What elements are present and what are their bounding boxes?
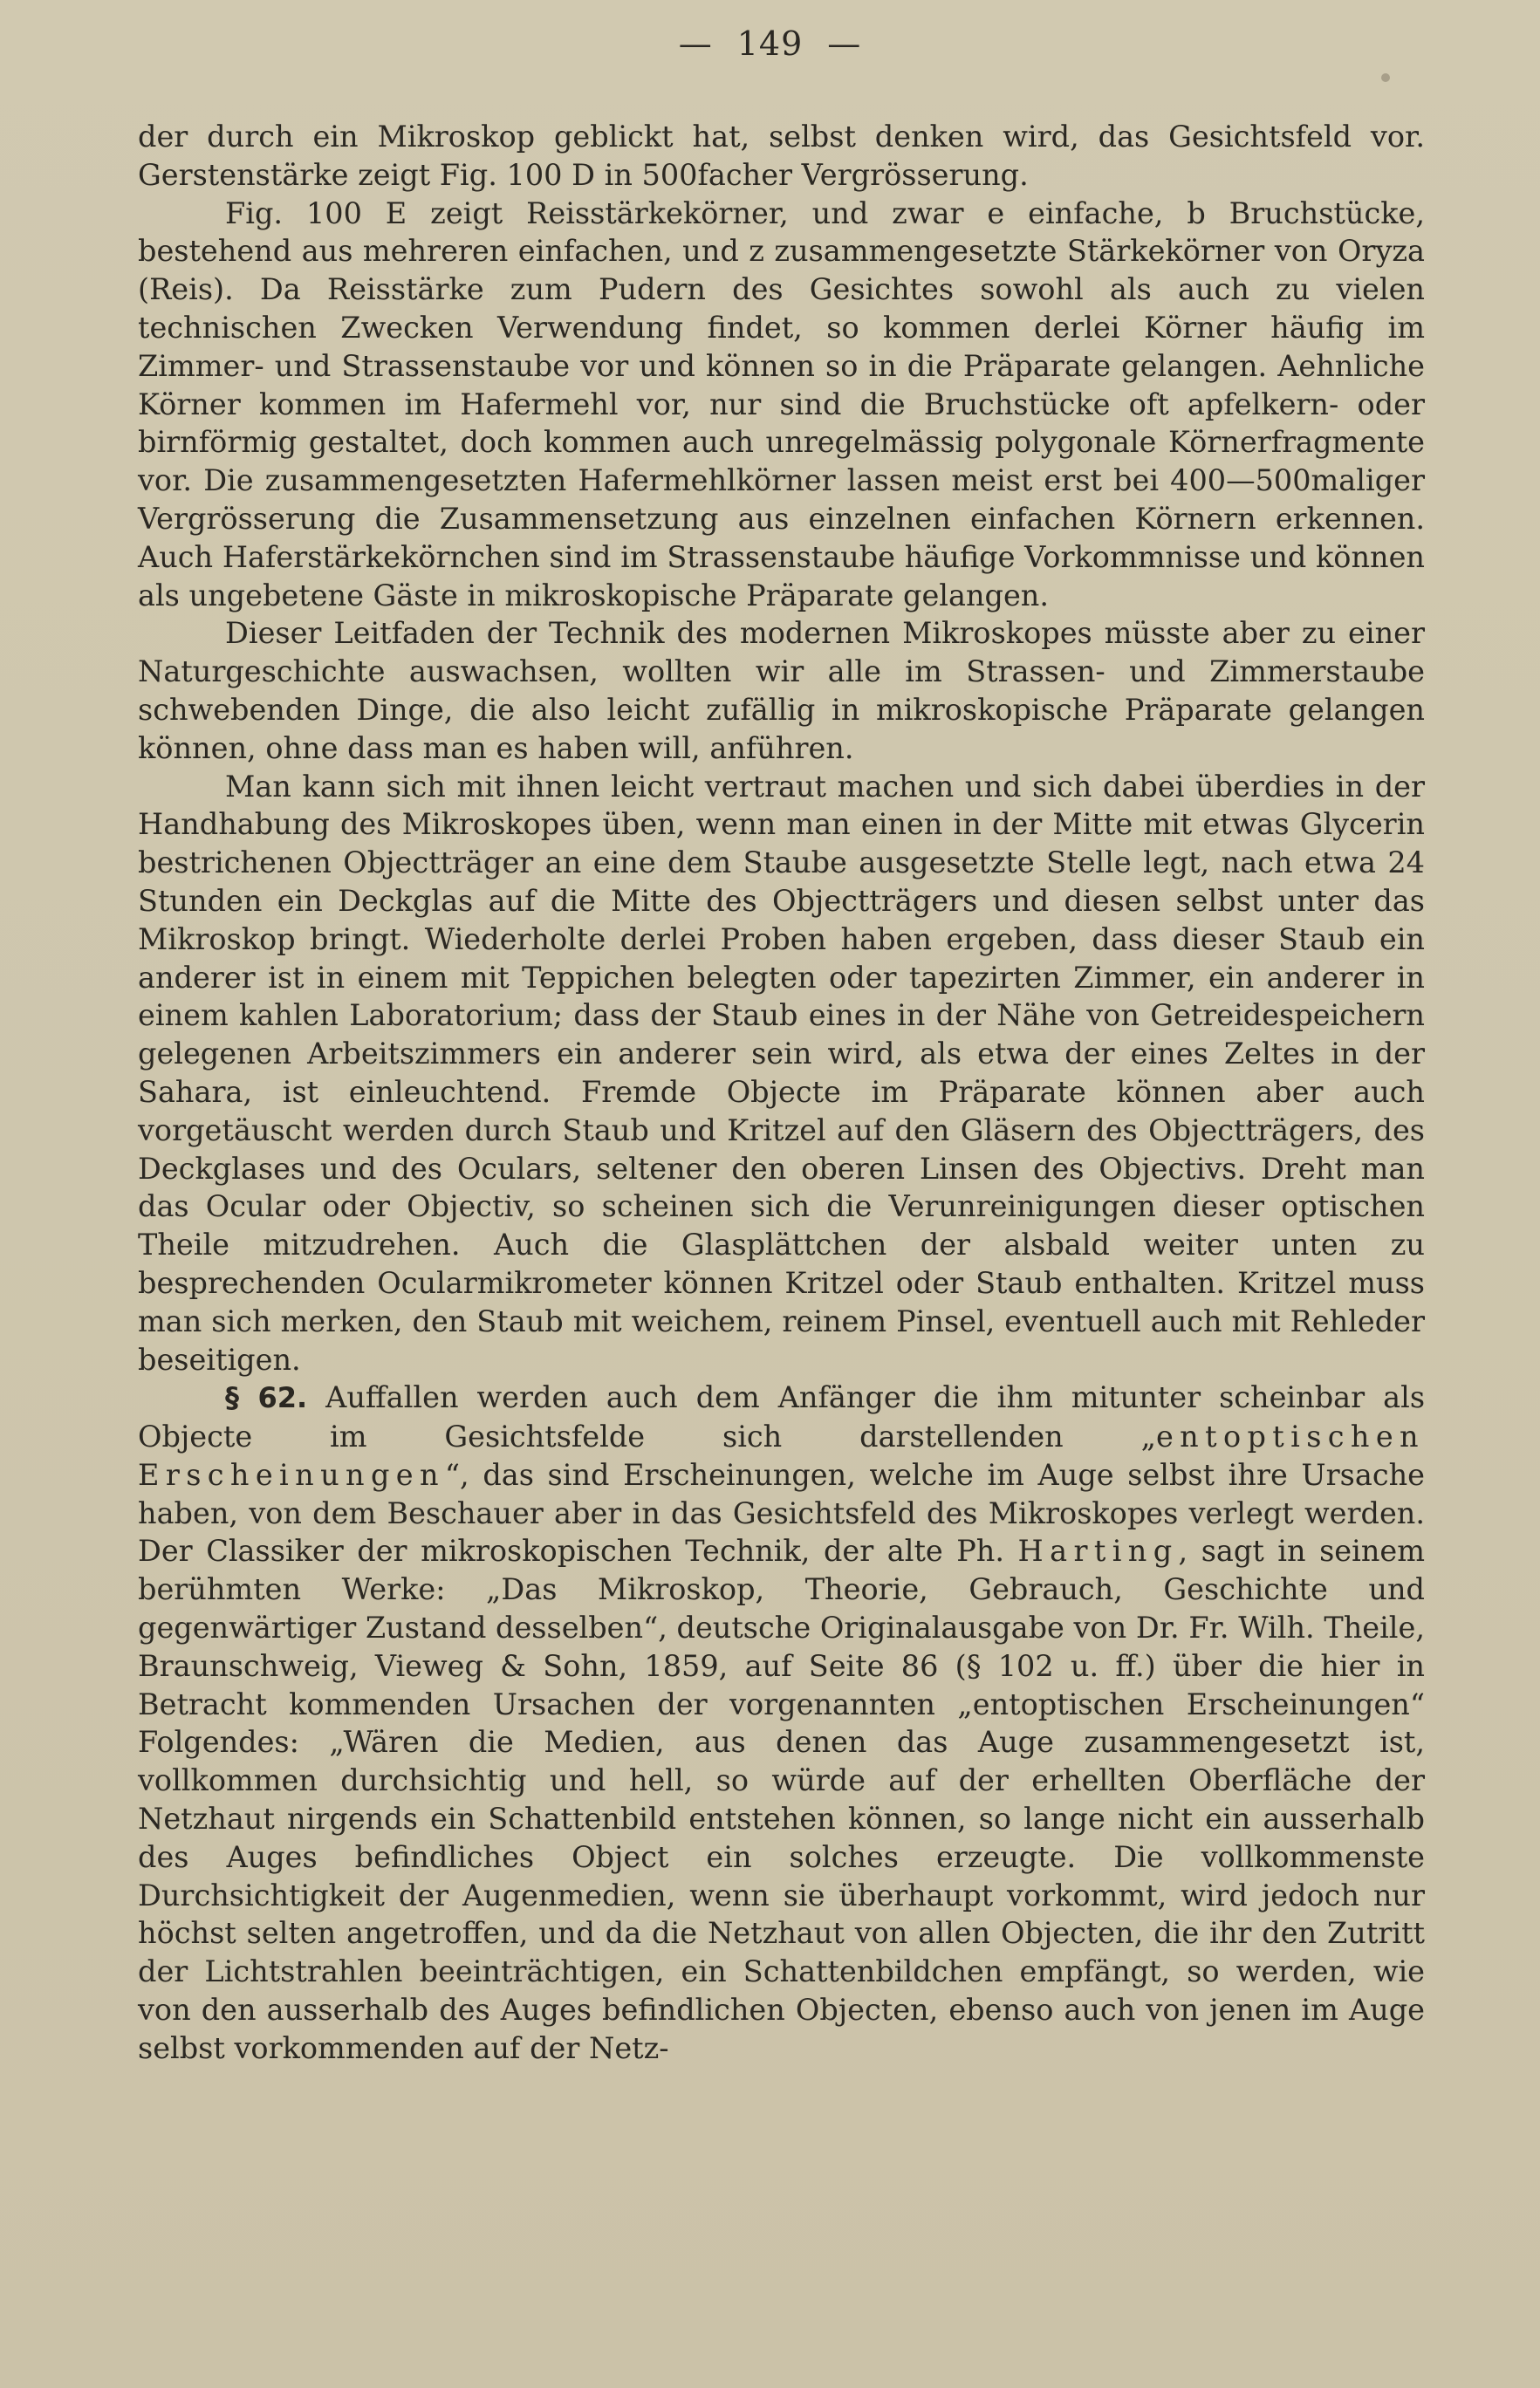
body-text (138, 118, 1425, 2068)
spaced-name-harting: Harting (1017, 1534, 1179, 1569)
paragraph-5-section-62 (138, 1379, 1425, 2067)
paragraph-1: der durch ein Mikroskop geblickt hat, selbst denken wird, das Gesichtsfeld vor. Gerstenstärke zeigt Fig. 100 D in 500facher Vergrösserung. (138, 120, 1425, 192)
paragraph-2: Fig. 100 E zeigt Reisstärkekörner, und zwar e einfache, b Bruchstücke, bestehend aus mehreren einfachen, und z zusammengesetzte Stärkekörner von Oryza (Reis). Da Reisstärke zum Pudern des Gesichtes sowohl als auch zu vielen technischen Zwecken Verwendung findet, so kommen derlei Körner häufig im Zimmer- und Strassenstaube vor und können so in die Präparate gelangen. Aehnliche Körner kommen im Hafermehl vor, nur sind die Bruchstücke oft apfelkern- oder birnförmig gestaltet, doch kommen auch unregelmässig polygonale Körnerfragmente vor. Die zusammengesetzten Hafermehlkörner lassen meist erst bei 400—500maliger Vergrösserung die Zusammensetzung aus einzelnen einfachen Körnern erkennen. Auch Haferstärkekörnchen sind im Strassenstaube häufige Vorkommnisse und können als ungebetene Gäste in mikroskopische Präparate gelangen. (138, 195, 1425, 612)
header-dash-right: — (827, 24, 862, 63)
header-dash-left: — (678, 24, 713, 63)
paragraph-4: Man kann sich mit ihnen leicht vertraut machen und sich dabei überdies in der Handhabung des Mikroskopes üben, wenn man einen in der Mitte mit etwas Glycerin bestrichenen Objectträger an eine dem Staube ausgesetzte Stelle legt, nach etwa 24 Stunden ein Deckglas auf die Mitte des Objectträgers und diesen selbst unter das Mikroskop bringt. Wiederholte derlei Proben haben ergeben, dass dieser Staub ein anderer ist in einem mit Teppichen belegten oder tapezirten Zimmer, ein anderer in einem kahlen Laboratorium; dass der Staub eines in der Nähe von Getreidespeichern gelegenen Arbeitszimmers ein anderer sein wird, als etwa der eines Zeltes in der Sahara, ist einleuchtend. Fremde Objecte im Präparate können aber auch vorgetäuscht werden durch Staub und Kritzel auf den Gläsern des Objectträgers, des Deckglases und des Oculars, seltener den oberen Linsen des Objectivs. Dreht man das Ocular oder Objectiv, so scheinen sich die Verunreinigungen dieser optischen Theile mitzudrehen. Auch die Glasplättchen der alsbald weiter unten zu besprechenden Ocularmikrometer können Kritzel oder Staub enthalten. Kritzel muss man sich merken, den Staub mit weichem, reinem Pinsel, eventuell auch mit Rehleder beseitigen. (138, 769, 1425, 1377)
section-number: § 62. (225, 1381, 308, 1415)
paragraph-5-text-2: “, das sind Erscheinungen, welche im Auge selbst ihre Ursache haben, von dem Beschauer aber in das Gesichtsfeld des Mikroskopes verlegt werden. Der Classiker der mikroskopischen Technik, der alte Ph. (138, 1457, 1425, 1569)
ink-spot-mark (1381, 73, 1390, 82)
page-number: 149 (736, 24, 804, 63)
spaced-term-entoptic: entoptischen Erscheinungen (138, 1420, 1425, 1492)
page-header (0, 19, 1540, 68)
paragraph-3: Dieser Leitfaden der Technik des modernen Mikroskopes müsste aber zu einer Naturgeschichte auswachsen, wollten wir alle im Strassen- und Zimmerstaube schwebenden Dinge, die also leicht zufällig in mikroskopische Präparate gelangen können, ohne dass man es haben will, anführen. (138, 616, 1425, 765)
paragraph-5-text-1: Auffallen werden auch dem Anfänger die ihm mitunter scheinbar als Objecte im Gesichtsfelde sich darstellenden „ (138, 1380, 1426, 1454)
paragraph-5-text-3: , sagt in seinem berühmten Werke: „Das Mikroskop, Theorie, Gebrauch, Geschichte und gegenwärtiger Zustand desselben“, deutsche Originalausgabe von Dr. Fr. Wilh. Theile, Braunschweig, Vieweg & Sohn, 1859, auf Seite 86 (§ 102 u. ff.) über die hier in Betracht kommenden Ursachen der vorgenannten „entoptischen Erscheinungen“ Folgendes: „Wären die Medien, aus denen das Auge zusammengesetzt ist, vollkommen durchsichtig und hell, so würde auf der erhellten Oberfläche der Netzhaut nirgends ein Schattenbild entstehen können, so lange nicht ein ausserhalb des Auges befindliches Object ein solches erzeugte. Die vollkommenste Durchsichtigkeit der Augenmedien, wenn sie überhaupt vorkommt, wird jedoch nur höchst selten angetroffen, und da die Netzhaut von allen Objecten, die ihr den Zutritt der Lichtstrahlen beeinträchtigen, ein Schattenbildchen empfängt, so werden, wie von den ausserhalb des Auges befindlichen Objecten, ebenso auch von jenen im Auge selbst vorkommenden auf der Netz- (138, 1534, 1425, 2065)
